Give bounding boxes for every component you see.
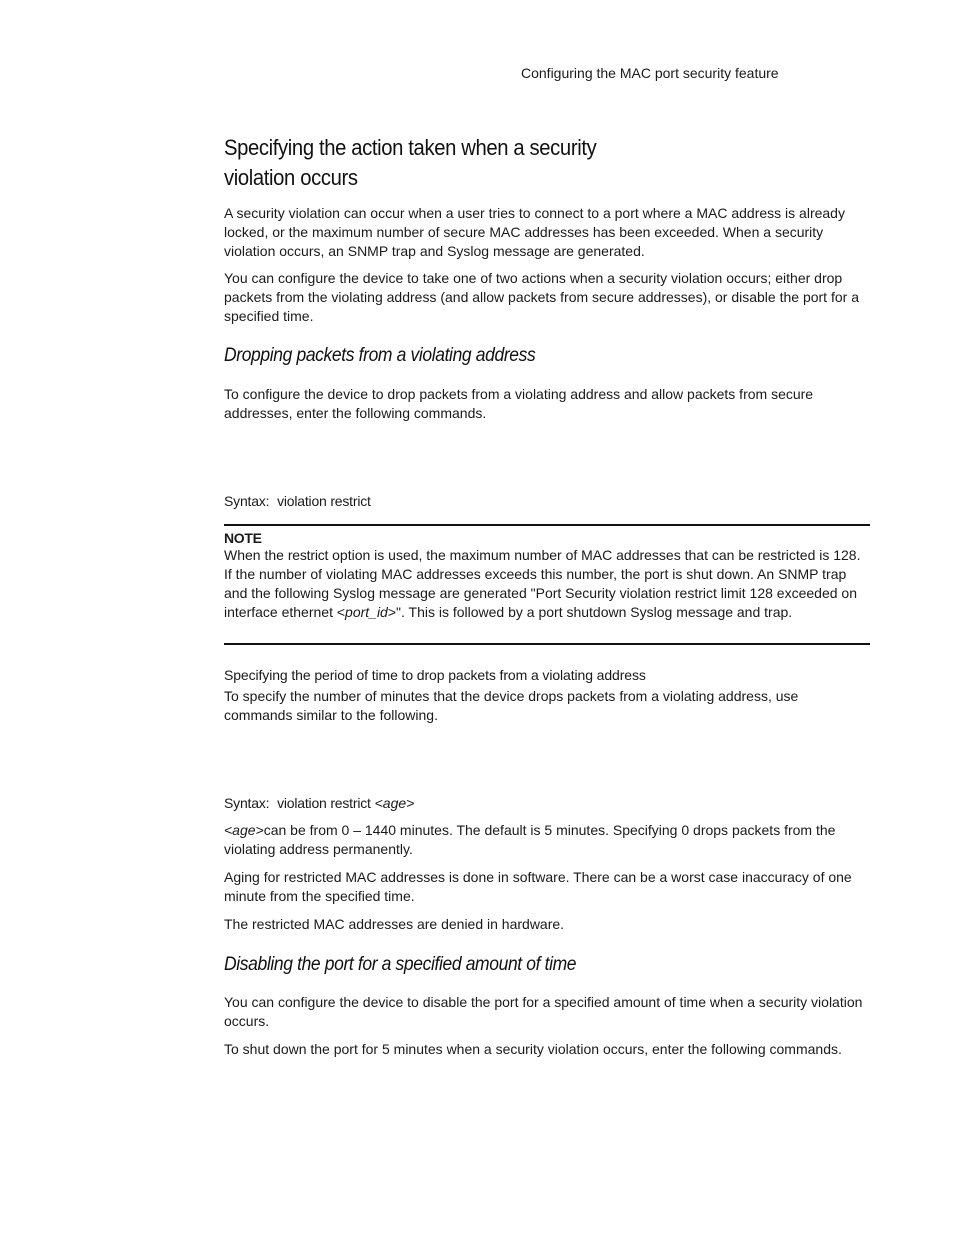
age-paragraph: [224, 821, 870, 859]
note-text-middle: option is used, the maximum number of MAC addresses that can be restricted is 128. If the number of violating MAC addresses exceeds this number, the port is shut down. An SNMP trap and the following Syslog message are generated "Port Security violation restrict limit 128 exceeded on interface ethernet <: [224, 547, 861, 620]
note-text-end: >". This is followed by a port shutdown Syslog message and trap.: [387, 604, 793, 620]
note-keyword-restrict: restrict: [287, 547, 329, 563]
age-description: can be from 0 – 1440 minutes. The default is 5 minutes. Specifying 0 drops packets from the violating address permanently.: [224, 822, 836, 857]
section-title: Specifying the action taken when a security violation occurs: [224, 135, 597, 190]
note-text: [224, 546, 870, 622]
period-paragraph: To specify the number of minutes that the device drops packets from a violating address, use commands similar to the following.: [224, 688, 799, 723]
syntax-command: violation restrict: [277, 795, 371, 811]
aging-paragraph: Aging for restricted MAC addresses is done in software. There can be a worst case inaccuracy of one minute from the specified time.: [224, 869, 852, 904]
note-param-port-id: port_id: [345, 604, 388, 620]
note-top-rule: [224, 524, 870, 526]
syntax-param-age: <age>: [374, 795, 415, 811]
intro-paragraph-1: A security violation can occur when a user tries to connect to a port where a MAC address is already locked, or the maximum number of secure MAC addresses has been exceeded. When a security violation occurs, an SNMP trap and Syslog message are generated.: [224, 205, 845, 259]
dropping-paragraph: To configure the device to drop packets from a violating address and allow packets from secure addresses, enter the following commands.: [224, 386, 814, 421]
syntax-line-restrict-age: [224, 794, 414, 813]
note-label: NOTE: [224, 530, 262, 546]
intro-paragraph-2: You can configure the device to take one of two actions when a security violation occurs; either drop packets from the violating address (and allow packets from secure addresses), or disable the port for a specified time.: [224, 270, 859, 324]
syntax-line-restrict: [224, 492, 371, 511]
syntax-label: Syntax:: [224, 493, 270, 509]
note-text-start: When the: [224, 547, 288, 563]
note-bottom-rule: [224, 643, 870, 645]
subsubsection-heading-period: Specifying the period of time to drop packets from a violating address: [224, 667, 646, 683]
running-header: Configuring the MAC port security feature: [521, 65, 779, 81]
syntax-command: violation restrict: [277, 493, 371, 509]
disabling-paragraph-2: To shut down the port for 5 minutes when a security violation occurs, enter the following commands.: [224, 1041, 842, 1057]
age-param: <age>: [224, 822, 264, 838]
disabling-paragraph-1: You can configure the device to disable the port for a specified amount of time when a security violation occurs.: [224, 994, 863, 1029]
syntax-label: Syntax:: [224, 795, 270, 811]
subsection-heading-disabling: Disabling the port for a specified amount of time: [224, 954, 577, 975]
subsection-heading-dropping: Dropping packets from a violating address: [224, 345, 536, 366]
denied-paragraph: The restricted MAC addresses are denied in hardware.: [224, 916, 565, 932]
